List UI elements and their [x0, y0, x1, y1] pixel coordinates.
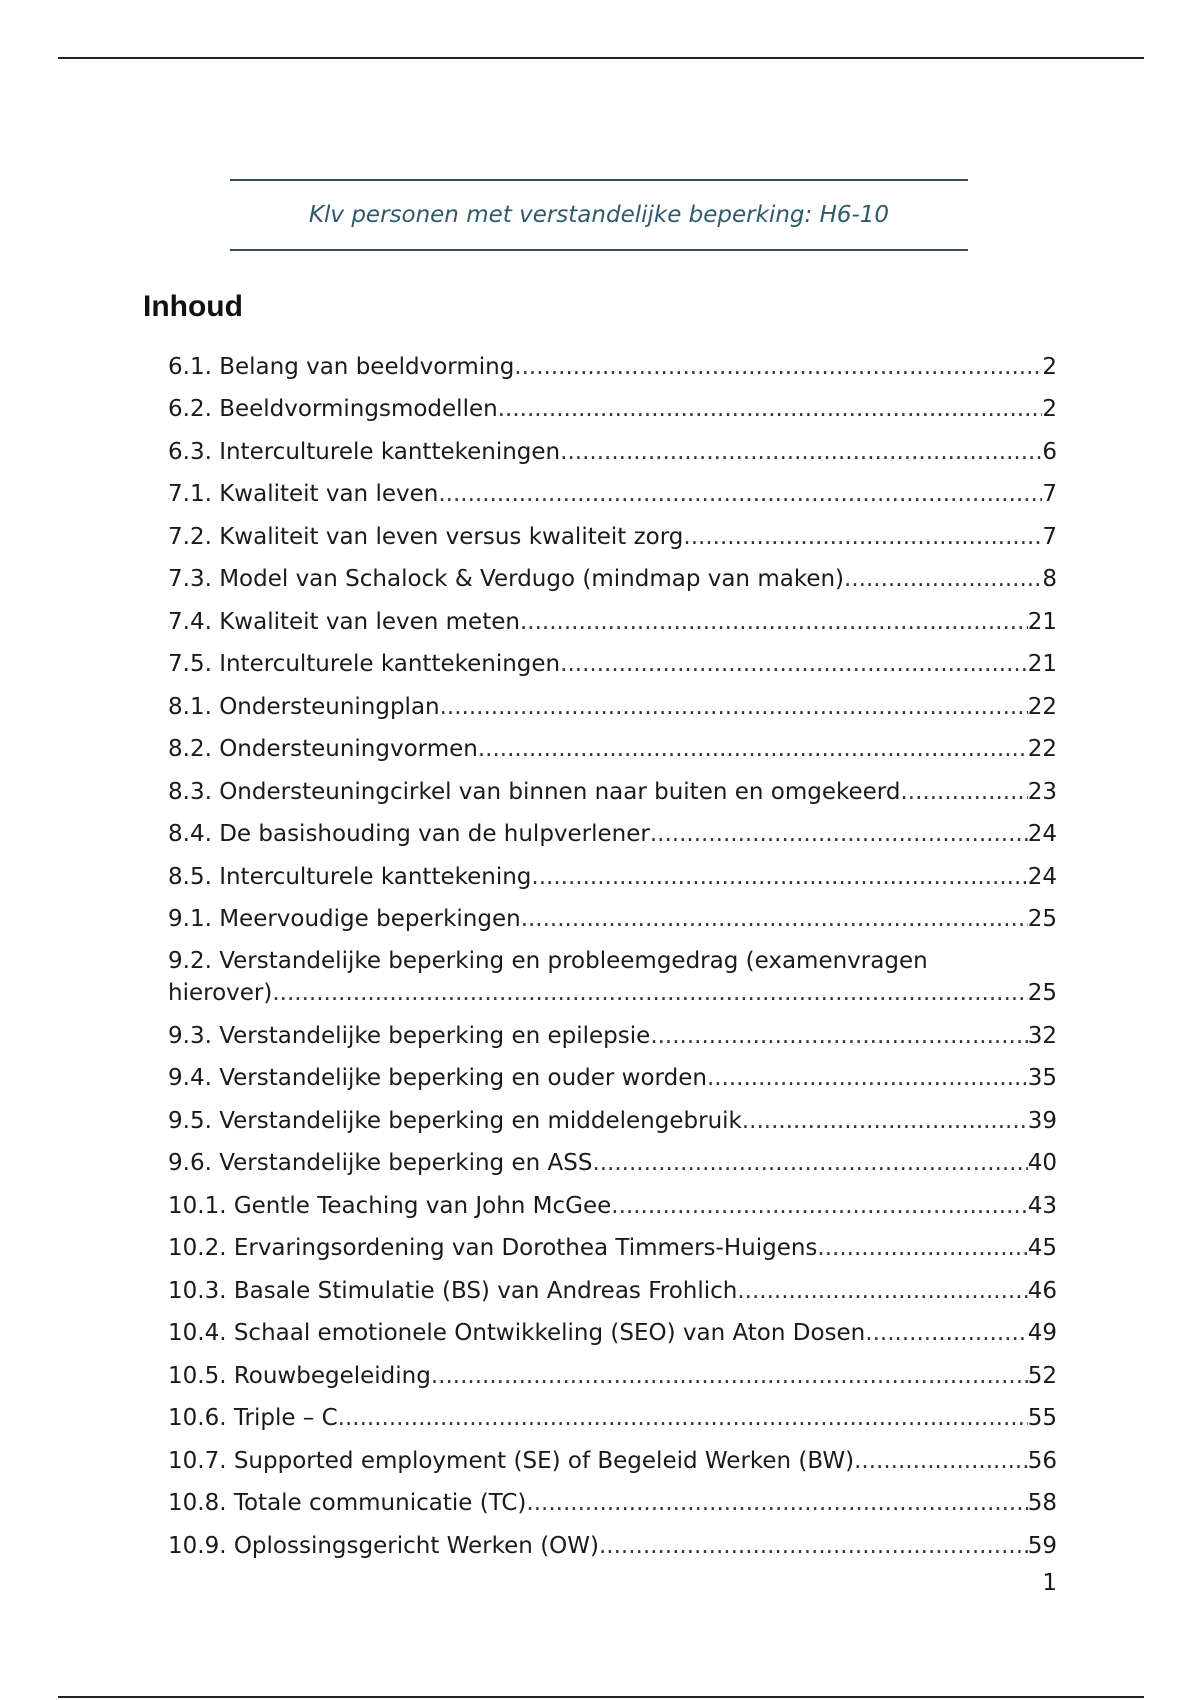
toc-entry[interactable]: [168, 1392, 1057, 1435]
toc-entry-label: 10.9. Oplossingsgericht Werken (OW): [168, 1532, 599, 1559]
toc-entry-page: 22: [1027, 736, 1057, 762]
toc-entry-page: 6: [1042, 438, 1057, 465]
header-bottom-line: [230, 249, 968, 251]
toc-entry-label: 6.3. Interculturele kanttekeningen: [168, 438, 561, 465]
toc-entry[interactable]: [168, 383, 1057, 426]
toc-entry[interactable]: [168, 340, 1057, 383]
toc-entry-label: 10.4. Schaal emotionele Ontwikkeling (SEO) van Aton Dosen: [168, 1320, 866, 1346]
toc-leader-dots: [611, 1190, 1027, 1222]
toc-leader-dots: [592, 1147, 1027, 1179]
toc-entry-page: 59: [1027, 1532, 1057, 1559]
toc-entry-page: 24: [1027, 863, 1057, 890]
toc-entry[interactable]: [168, 1179, 1057, 1222]
toc-leader-dots: [817, 1232, 1027, 1264]
toc-entry-page: 25: [1027, 906, 1057, 932]
toc-entry-label: 6.1. Belang van beeldvorming: [168, 353, 515, 380]
toc-entry[interactable]: [168, 1434, 1057, 1477]
toc-entry[interactable]: [168, 1307, 1057, 1350]
toc-entry-page: 7: [1042, 523, 1057, 550]
toc-entry-label: 7.3. Model van Schalock & Verdugo (mindmap van maken): [168, 566, 845, 592]
toc-leader-dots: [338, 1402, 1028, 1434]
toc-entry[interactable]: [168, 1349, 1057, 1392]
toc-entry-label: 8.1. Ondersteuningplan: [168, 693, 440, 720]
toc-leader-dots: [742, 1105, 1028, 1137]
toc-heading: Inhoud: [143, 290, 243, 323]
toc-entry-page: 22: [1027, 693, 1057, 720]
toc-leader-dots: [844, 563, 1042, 595]
toc-entry-label: 10.8. Totale communicatie (TC): [168, 1490, 527, 1516]
toc-entry[interactable]: [168, 850, 1057, 893]
toc-leader-dots: [900, 776, 1027, 808]
toc-entry[interactable]: [168, 1519, 1057, 1562]
toc-leader-dots: [526, 1487, 1027, 1519]
toc-entry[interactable]: [168, 1094, 1057, 1137]
toc-entry-label: 7.2. Kwaliteit van leven versus kwaliteit zorg: [168, 523, 684, 550]
toc-entry-page: 55: [1027, 1405, 1057, 1431]
toc-entry-page: 45: [1027, 1235, 1057, 1261]
toc-entry-label: 9.5. Verstandelijke beperking en middelengebruik: [168, 1107, 742, 1134]
toc-entry-page: 25: [1027, 980, 1057, 1006]
toc-entry[interactable]: [168, 468, 1057, 511]
toc-entry-label: 10.3. Basale Stimulatie (BS) van Andreas Frohlich: [168, 1277, 738, 1304]
toc-leader-dots: [440, 691, 1028, 723]
toc-entry[interactable]: [168, 680, 1057, 723]
toc-entry-label: 9.1. Meervoudige beperkingen: [168, 906, 521, 932]
toc-entry[interactable]: [168, 765, 1057, 808]
toc-leader-dots: [431, 1360, 1028, 1392]
toc-entry-page: 40: [1027, 1150, 1057, 1176]
toc-entry-label: 10.7. Supported employment (SE) of Begeleid Werken (BW): [168, 1447, 855, 1474]
toc-entry[interactable]: [168, 935, 1057, 1009]
toc-entry-label: 7.1. Kwaliteit van leven: [168, 481, 439, 507]
toc-entry-label: 10.6. Triple – C: [168, 1405, 338, 1431]
toc-entry-page: 52: [1027, 1362, 1057, 1389]
toc-leader-dots: [514, 351, 1042, 383]
toc-entry-label: 8.2. Ondersteuningvormen: [168, 736, 478, 762]
toc-entry-label: 10.2. Ervaringsordening van Dorothea Timmers-Huigens: [168, 1235, 818, 1261]
toc-entry[interactable]: [168, 1477, 1057, 1520]
toc-entry-page: 58: [1027, 1490, 1057, 1516]
toc-entry[interactable]: [168, 723, 1057, 766]
toc-entry[interactable]: [168, 1009, 1057, 1052]
table-of-contents: [168, 340, 1057, 1562]
toc-entry[interactable]: [168, 638, 1057, 681]
toc-entry-page: 8: [1042, 566, 1057, 592]
toc-entry[interactable]: [168, 1052, 1057, 1095]
toc-entry[interactable]: [168, 1137, 1057, 1180]
toc-entry-label: 10.5. Rouwbegeleiding: [168, 1362, 431, 1389]
toc-leader-dots: [478, 733, 1028, 765]
bottom-rule: [58, 1696, 1144, 1698]
toc-entry-page: 49: [1027, 1320, 1057, 1346]
toc-entry-label: 8.4. De basishouding van de hulpverlener: [168, 821, 650, 847]
toc-entry-page: 46: [1027, 1277, 1057, 1304]
toc-leader-dots: [560, 648, 1028, 680]
toc-entry-label: 10.1. Gentle Teaching van John McGee: [168, 1192, 612, 1219]
document-header: [230, 179, 968, 251]
toc-leader-dots: [707, 1062, 1028, 1094]
toc-entry[interactable]: [168, 1222, 1057, 1265]
toc-entry-label: 8.3. Ondersteuningcirkel van binnen naar buiten en omgekeerd: [168, 778, 901, 805]
toc-leader-dots: [683, 521, 1042, 553]
toc-entry[interactable]: [168, 553, 1057, 596]
toc-leader-dots: [650, 1020, 1027, 1052]
top-rule: [58, 57, 1144, 59]
toc-entry[interactable]: [168, 1264, 1057, 1307]
toc-leader-dots: [865, 1317, 1027, 1349]
toc-entry-page: 21: [1027, 651, 1057, 677]
toc-entry-label: 9.2. Verstandelijke beperking en probleemgedrag (examenvragen: [168, 948, 928, 974]
toc-entry-page: 7: [1042, 481, 1057, 507]
toc-leader-dots: [531, 861, 1027, 893]
toc-entry-page: 24: [1027, 821, 1057, 847]
toc-entry-label: 6.2. Beeldvormingsmodellen: [168, 396, 498, 422]
toc-entry-page: 2: [1042, 353, 1057, 380]
toc-entry[interactable]: [168, 893, 1057, 936]
toc-entry-page: 39: [1027, 1107, 1057, 1134]
toc-entry-page: 35: [1027, 1065, 1057, 1091]
toc-leader-dots: [599, 1530, 1028, 1562]
toc-entry-label: 8.5. Interculturele kanttekening: [168, 863, 532, 890]
toc-entry-label: 7.5. Interculturele kanttekeningen: [168, 651, 561, 677]
toc-entry[interactable]: [168, 510, 1057, 553]
document-title: Klv personen met verstandelijke beperking: H6-10: [308, 202, 890, 228]
toc-entry-label: 9.6. Verstandelijke beperking en ASS: [168, 1150, 593, 1176]
toc-leader-dots: [520, 606, 1028, 638]
toc-leader-dots: [737, 1275, 1027, 1307]
toc-entry[interactable]: [168, 425, 1057, 468]
page-number: 1: [1042, 1570, 1057, 1596]
toc-entry-label-continued: hierover): [168, 980, 273, 1006]
toc-entry-page: 32: [1027, 1022, 1057, 1049]
toc-leader-dots: [560, 436, 1042, 468]
toc-entry-page: 2: [1042, 396, 1057, 422]
toc-leader-dots: [272, 977, 1027, 1009]
toc-entry-label: 9.3. Verstandelijke beperking en epilepsie: [168, 1022, 651, 1049]
toc-entry-page: 56: [1027, 1447, 1057, 1474]
toc-leader-dots: [498, 393, 1043, 425]
toc-entry-label: 9.4. Verstandelijke beperking en ouder worden: [168, 1065, 707, 1091]
toc-leader-dots: [438, 478, 1042, 510]
toc-leader-dots: [521, 903, 1028, 935]
toc-entry-page: 43: [1027, 1192, 1057, 1219]
toc-entry-page: 21: [1027, 608, 1057, 635]
toc-entry-label: 7.4. Kwaliteit van leven meten: [168, 608, 520, 635]
toc-entry[interactable]: [168, 808, 1057, 851]
toc-entry-page: 23: [1027, 778, 1057, 805]
toc-entry[interactable]: [168, 595, 1057, 638]
toc-leader-dots: [854, 1445, 1028, 1477]
toc-leader-dots: [650, 818, 1028, 850]
